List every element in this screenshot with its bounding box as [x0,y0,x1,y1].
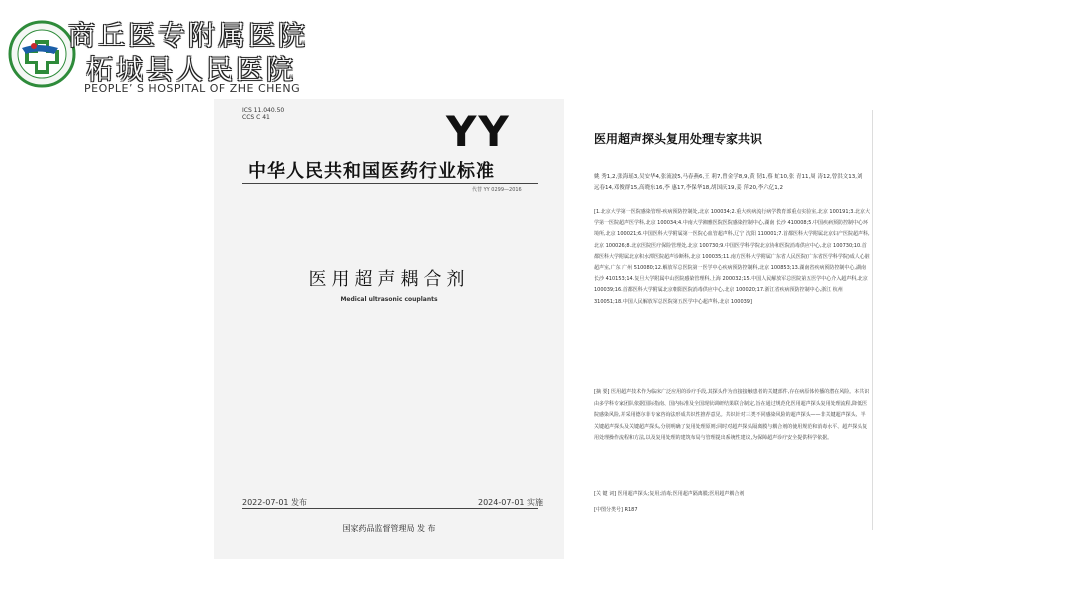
paper-page-image [586,110,873,530]
paper-clc: [中图分类号] R187 [594,507,638,513]
hospital-name-en: PEOPLE’ S HOSPITAL OF ZHE CHENG [84,82,301,95]
paper-affiliations: [1.北京大学第一医院感染管理-疾病预防控制处,北京 100034;2.重大疾病流行病学教育部重点实验室,北京 100191;3.北京大学第一医院超声医学科,北京 100034;4.中南大学湘雅医院医院感染控制中心,湖南 长沙 410008;5.中国疾病预防控制中心环境所,北京 100021;6.中国医科大学附属第一医院心血管超声科,辽宁 沈阳 110001;7.首都医科大学附属北京妇产医院超声科,北京 100026;8.北京医院医疗保险管理处,北京 100730;9.中国医学科学院北京协和医院消毒供应中心,北京 100730;10.首都医科大学附属北京积水潭医院超声诊断科,北京 100035;11.南方医科大学附属广东省人民医院(广东省医学科学院)成人心脏超声室,广东 广州 510080;12.解放军总医院第一医学中心疾病预防控制科,北京 100853;13.湖南省疾病预防控制中心,湖南 长沙 410153;14.复旦大学附属中山医院感染管理科,上海 200032;15.中国人民解放军总医院第五医学中心介入超声科,北京 100039;16.首都医科大学附属北京朝阳医院消毒供应中心,北京 100020;17.浙江省疾病预防控制中心,浙江 杭州 310051;18.中国人民解放军总医院第五医学中心超声科,北京 100039] [594,209,870,305]
cover-title-en: Medical ultrasonic couplants [340,296,438,303]
replaces-code: 代替 YY 0299—2016 [472,187,522,193]
issuer: 国家药品监督管理局 发 布 [342,524,436,533]
standard-cover-image [214,99,564,559]
paper-abstract: [摘 要] 医用超声技术作为临床广泛应用的诊疗手段,其探头作为直接接触患者的关键部件,存在病原体传播的潜在风险。本共识由多学科专家团队依据国际指南、国内标准及全国现状调研结果联合制定,旨在通过规范化医用超声探头复用处理流程,降低医院感染风险,并采用德尔菲专家咨询法形成共识性推荐意见。共识针对三类不同感染风险的超声探头——非关键超声探头、半关键超声探头及关键超声探头,分别明确了复用处理原则;同时对超声探头隔离膜与耦合剂的使用规范和消毒水平、超声探头复用处理操作流程和方法,以及复用处理的建筑布局与管理提出系统性建议,为保障超声诊疗安全提供科学依据。 [594,389,870,441]
divider [242,183,538,184]
implement-date: 2024-07-01 实施 [478,498,544,507]
hospital-name-cn-line2: 柘城县人民医院 [86,55,296,86]
ccs-code: CCS C 41 [242,114,270,121]
standard-title: 中华人民共和国医药行业标准 [248,161,495,182]
paper-authors: 姚 秀1,2,张海瑶3,吴安华4,张流波5,马春燕6,王 莉7,曾金学8,9,黄 韧1,蔡 虻10,张 青11,周 涛12,曾洪文13,刘远春14,邓俊群15,高晓东16,李 惠17,李保华18,胡国庆19,姜 萍20,李六亿1,2 [594,174,863,191]
paper-keywords: [关 键 词] 医用超声探头;复用;消毒;医用超声隔离膜;医用超声耦合剂 [594,491,745,497]
ics-code-block [242,107,284,121]
paper-title: 医用超声探头复用处理专家共识 [594,132,763,146]
yy-mark: YY [446,107,511,156]
ics-code: ICS 11.040.50 [242,107,285,114]
hospital-name-cn-line1: 商丘医专附属医院 [68,21,308,52]
publish-date: 2022-07-01 发布 [242,498,308,507]
cover-title-cn: 医用超声耦合剂 [308,269,470,290]
divider [242,508,538,509]
